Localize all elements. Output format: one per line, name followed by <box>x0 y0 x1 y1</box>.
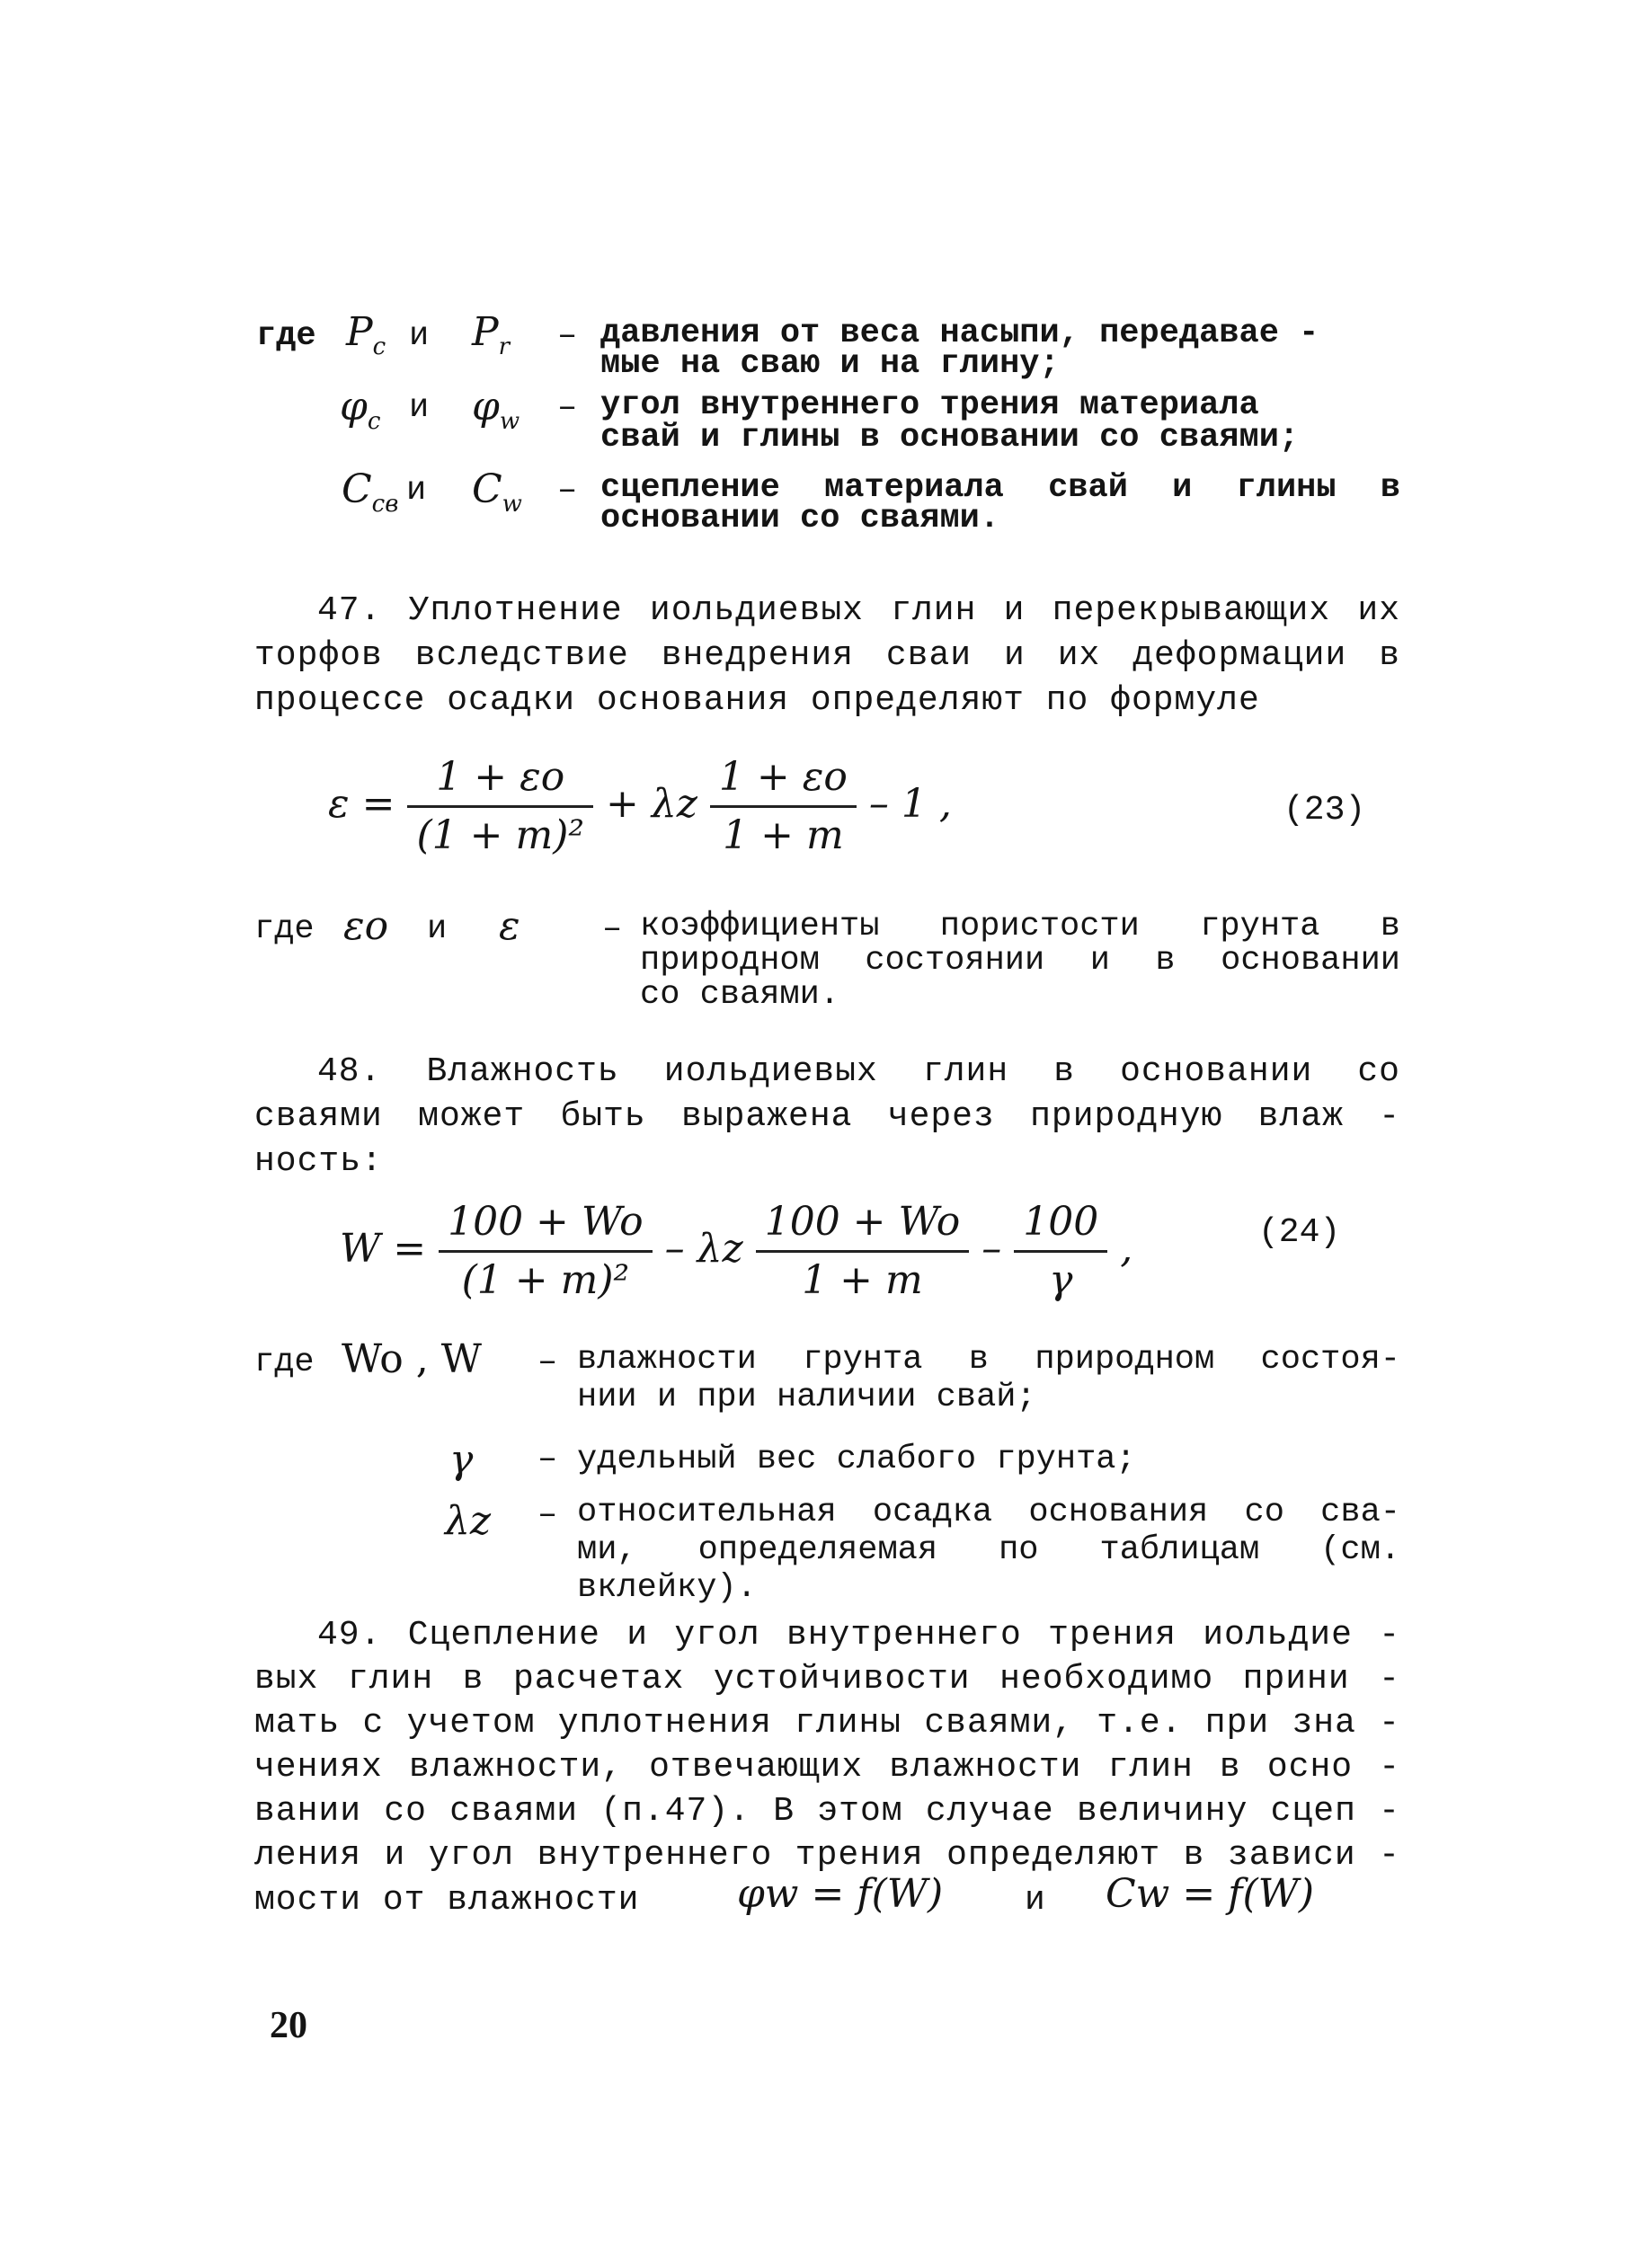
def-moisture-line1: влажности грунта в природном состоя- <box>577 1341 1400 1379</box>
symbol-epsilon: ε <box>499 903 520 949</box>
and-label: и <box>427 910 448 948</box>
def-porosity-line3: со сваями. <box>640 976 840 1014</box>
eq23-numerator-1: 1 + εo <box>436 754 565 800</box>
def-pressure-line2: мые на сваю и на глину; <box>600 345 1060 383</box>
eq23-denominator-2: 1 + m <box>710 805 857 858</box>
eq24-comma: , <box>1120 1226 1133 1272</box>
def-porosity-line2: природном состоянии и в основании <box>640 942 1400 980</box>
eq23-lambda-term: + λz <box>606 781 697 827</box>
and-label: и <box>1025 1881 1046 1920</box>
eq24-numerator-3: 100 <box>1023 1199 1099 1245</box>
equation-number-24: (24) <box>1258 1213 1341 1252</box>
eq24-fraction-1 <box>439 1200 653 1303</box>
eq24-denominator-3: γ <box>1014 1250 1107 1303</box>
paragraph-49-line7 <box>254 1878 639 1923</box>
symbol-c-sv: $C_{cв}$ <box>342 466 399 518</box>
def-pressure-line1: давления от веса насыпи, передавае - <box>600 315 1319 352</box>
def-unit-weight: удельный вес слабого грунта; <box>577 1441 1136 1478</box>
eq23-fraction-1 <box>407 755 593 858</box>
paragraph-49-line2: вых глин в расчетах устойчивости необходимо прини - <box>254 1660 1400 1699</box>
page-number: 20 <box>270 2005 307 2046</box>
eq24-fraction-3 <box>1014 1200 1107 1303</box>
formula-phi-w: φw = f(W) <box>737 1871 944 1917</box>
equation-number-23: (23) <box>1283 791 1366 829</box>
paragraph-48-line3: ность: <box>254 1142 383 1181</box>
and-label: и <box>409 389 430 427</box>
where-label-2: где <box>254 910 315 948</box>
dash: – <box>557 389 578 427</box>
symbol-pr: $P_r$ <box>472 309 511 360</box>
symbol-lambda-z: λz <box>445 1498 492 1544</box>
paragraph-48 <box>254 1050 1400 1184</box>
eq24-numerator-2: 100 + Wo <box>764 1199 961 1245</box>
eq24-fraction-2 <box>756 1200 970 1303</box>
paragraph-47-line2: торфов вследствие внедрения сваи и их деформации в <box>254 636 1400 675</box>
symbol-gamma: γ <box>449 1437 474 1483</box>
paragraph-49-line4: чениях влажности, отвечающих влажности глин в осно - <box>254 1748 1400 1787</box>
equation-24 <box>340 1200 1132 1303</box>
eq24-lambda-term: – λz <box>664 1226 743 1272</box>
eq24-minus: – <box>981 1226 1002 1272</box>
def-friction-line1: угол внутреннего трения материала <box>600 386 1259 424</box>
def-porosity-line1: коэффициенты пористости грунта в <box>640 908 1400 945</box>
def-settlement <box>577 1494 1400 1607</box>
eq24-denominator-1: (1 + m)² <box>439 1250 653 1303</box>
and-label: и <box>406 472 427 510</box>
def-moisture-line2: нии и при наличии свай; <box>577 1379 1036 1416</box>
def-moisture <box>577 1341 1400 1416</box>
formula-c-w: Cw = f(W) <box>1106 1871 1315 1917</box>
paragraph-49 <box>254 1613 1400 1877</box>
paragraph-48-line1: 48. Влажность иольдиевых глин в основании со <box>317 1052 1400 1091</box>
eq24-lhs: W = <box>340 1226 427 1272</box>
symbol-phi-w: $\varphi_w$ <box>472 384 520 435</box>
paragraph-49-line3: мать с учетом уплотнения глины сваями, т.е. при зна - <box>254 1704 1400 1743</box>
where-label-1: где <box>256 317 316 355</box>
eq23-lhs: ε = <box>328 781 395 827</box>
dash: – <box>537 1496 558 1534</box>
dash: – <box>537 1441 558 1478</box>
paragraph-47-line3: процессе осадки основания определяют по формуле <box>254 681 1260 720</box>
def-settlement-line2: ми, определяемая по таблицам (см. <box>577 1531 1400 1569</box>
where-label-3: где <box>254 1344 315 1381</box>
paragraph-49-line5: вании со сваями (п.47). В этом случае величину сцеп - <box>254 1792 1400 1831</box>
paragraph-47-line1: 47. Уплотнение иольдиевых глин и перекрывающих их <box>317 591 1400 630</box>
eq23-fraction-2 <box>710 755 857 858</box>
def-cohesion-line1: сцепление материала свай и глины в <box>600 469 1400 507</box>
symbol-w0-w: Wo , W <box>342 1336 482 1382</box>
paragraph-49-line7-text: мости от влажности <box>254 1881 640 1920</box>
and-label: и <box>409 317 430 355</box>
paragraph-48-line2: сваями может быть выражена через природную влаж - <box>254 1097 1400 1136</box>
symbol-phi-c: $\varphi_c$ <box>340 384 381 435</box>
def-settlement-line1: относительная осадка основания со сва- <box>577 1494 1400 1531</box>
paragraph-47 <box>254 589 1400 723</box>
eq23-tail: – 1 , <box>868 781 952 827</box>
dash: – <box>557 472 578 510</box>
symbol-epsilon-0: εo <box>343 903 389 949</box>
dash: – <box>602 910 623 948</box>
def-cohesion-line2: основании со сваями. <box>600 500 1000 537</box>
def-friction-line2: свай и глины в основании со сваями; <box>600 419 1300 457</box>
def-settlement-line3: вклейку). <box>577 1569 757 1607</box>
eq24-numerator-1: 100 + Wo <box>448 1199 644 1245</box>
def-porosity <box>640 909 1400 1012</box>
eq23-denominator-1: (1 + m)² <box>407 805 593 858</box>
equation-23 <box>328 755 952 858</box>
paragraph-49-line6: ления и угол внутреннего трения определяют в зависи - <box>254 1836 1400 1875</box>
dash: – <box>557 317 578 355</box>
eq23-numerator-2: 1 + εo <box>718 754 848 800</box>
symbol-c-w: $C_w$ <box>472 466 522 518</box>
dash: – <box>537 1344 558 1381</box>
eq24-denominator-2: 1 + m <box>756 1250 970 1303</box>
symbol-pc: $P_c$ <box>346 309 386 360</box>
paragraph-49-line1: 49. Сцепление и угол внутреннего трения иольдие - <box>317 1616 1400 1654</box>
